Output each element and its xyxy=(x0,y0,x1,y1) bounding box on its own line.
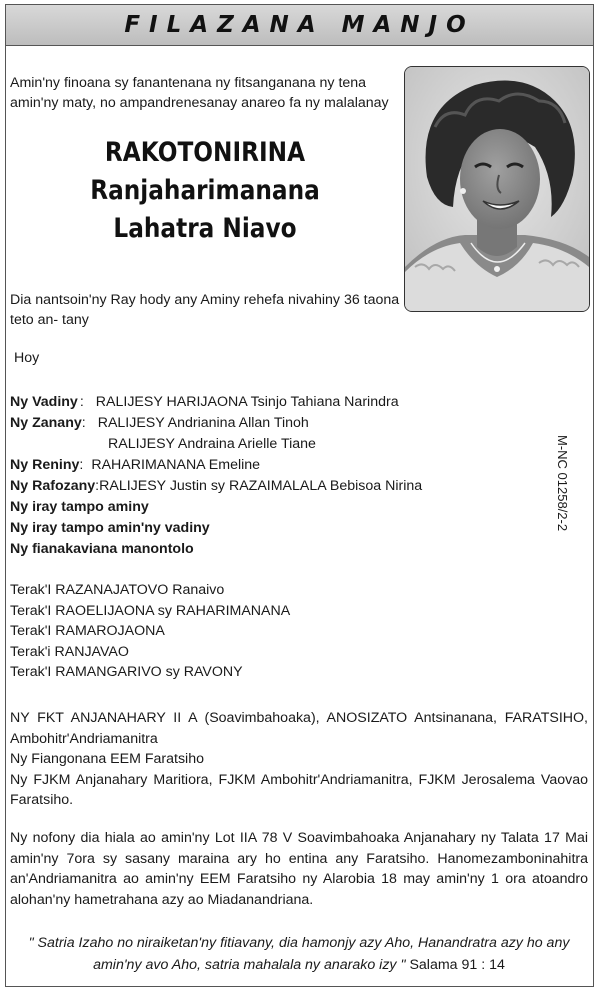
family-row-siblings xyxy=(10,497,422,518)
family-list xyxy=(10,392,422,560)
portrait-photo xyxy=(404,66,590,312)
deceased-given-name-2: Lahatra Niavo xyxy=(113,213,297,244)
family-value: RALIJESY Andraina Arielle Tiane xyxy=(108,436,316,452)
family-value: RAHARIMANANA Emeline xyxy=(91,457,261,473)
family-separator: : xyxy=(79,457,84,473)
verse-reference: Salama 91 : 14 xyxy=(405,957,505,973)
intro-text: Amin'ny finoana sy fanantenana ny fitsanganana ny tena amin'ny maty, no ampandrenesanay anareo fa ny malalanay xyxy=(10,75,389,111)
community-item: NY FKT ANJANAHARY II A (Soavimbahoaka), ANOSIZATO Antsinanana, FARATSIHO, Ambohitr'Andriamanitra xyxy=(10,710,588,747)
death-notice-text: Dia nantsoin'ny Ray hody any Aminy rehefa nivahiny 36 taona teto an- tany xyxy=(10,292,400,328)
portrait-illustration xyxy=(405,67,589,311)
family-label: Ny Rafozany xyxy=(10,478,96,494)
family-separator: : xyxy=(79,394,84,410)
notice-title: FILAZANA MANJO xyxy=(124,12,475,38)
family-value: RALIJESY Justin sy RAZAIMALALA Bebisoa Nirina xyxy=(99,478,423,494)
family-row-children xyxy=(10,413,422,434)
family-row-in-laws xyxy=(10,476,422,497)
deceased-given-name-1: Ranjaharimanana xyxy=(90,175,320,206)
family-value: RALIJESY Andrianina Allan Tinoh xyxy=(97,415,309,431)
family-separator: : xyxy=(81,415,86,431)
family-label: Ny iray tampo amin'ny vadiny xyxy=(10,520,210,536)
notice-header xyxy=(5,4,594,46)
terak-list xyxy=(10,580,290,683)
family-row-spouse xyxy=(10,392,422,413)
funeral-details: Ny nofony dia hiala ao amin'ny Lot IIA 78 V Soavimbahoaka Anjanahary ny Talata 17 Mai amin'ny 7ora sy sasany maraina ary ho entina any Faratsiho. Hanomezamboninahitra an'Andriamanitra ao amin'ny EEM Faratsiho ny Alarobia 18 may amin'ny 1 ora atoandro alohan'ny hametrahana azy ao Miadanandriana. xyxy=(10,830,588,908)
family-label: Ny iray tampo aminy xyxy=(10,499,149,515)
family-separator: : xyxy=(95,478,100,494)
reference-code: M-NC 01258/2-2 xyxy=(555,435,570,532)
community-item: Ny Fiangonana EEM Faratsiho xyxy=(10,751,204,767)
family-value: RALIJESY HARIJAONA Tsinjo Tahiana Narindra xyxy=(95,394,399,410)
family-label: Ny Reniny xyxy=(10,457,80,473)
family-row-mother xyxy=(10,455,422,476)
hoy-label: Hoy xyxy=(14,350,40,366)
community-list xyxy=(10,708,588,811)
community-item: Ny FJKM Anjanahary Maritiora, FJKM Ambohitr'Andriamanitra, FJKM Jerosalema Vaovao Faratsiho. xyxy=(10,771,588,808)
family-row-children-2 xyxy=(10,434,422,455)
terak-item: Terak'i RANJAVAO xyxy=(10,643,129,660)
deceased-surname: RAKOTONIRINA xyxy=(104,137,306,168)
family-row-spouse-siblings xyxy=(10,518,422,539)
terak-item: Terak'I RAOELIJAONA sy RAHARIMANANA xyxy=(10,602,291,619)
deceased-name xyxy=(37,134,372,248)
terak-item: Terak'I RAMANGARIVO sy RAVONY xyxy=(10,664,243,680)
family-label: Ny Zanany xyxy=(10,415,82,431)
bible-verse xyxy=(10,932,588,976)
family-label: Ny Vadiny xyxy=(10,394,78,410)
family-label: Ny fianakaviana manontolo xyxy=(10,541,194,557)
family-row-whole-family xyxy=(10,539,422,560)
terak-item: Terak'I RAMAROJAONA xyxy=(10,623,165,639)
verse-text: " Satria Izaho no niraiketan'ny fitiavany, dia hamonjy azy Aho, Hanandratra azy ho any amin'ny avo Aho, satria mahalala ny anarako izy " xyxy=(28,935,570,973)
terak-item: Terak'I RAZANAJATOVO Ranaivo xyxy=(10,582,225,598)
